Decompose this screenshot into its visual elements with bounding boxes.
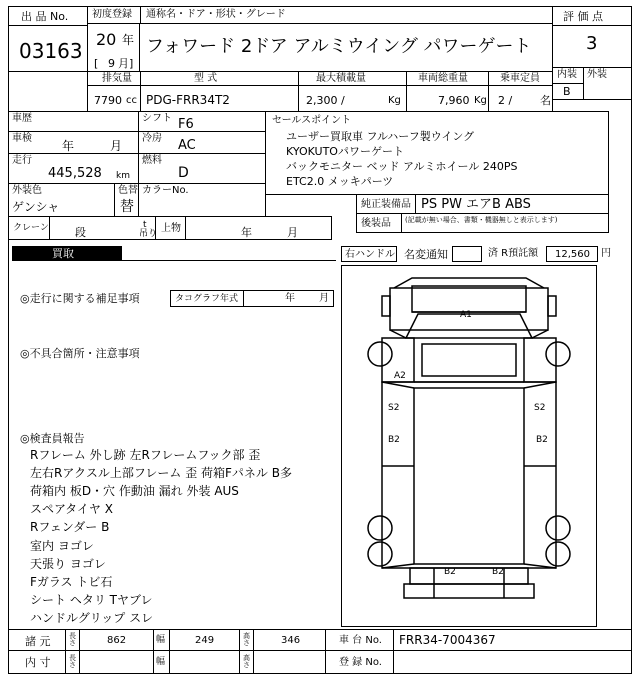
lift-year-unit: 年 [241, 226, 252, 239]
vehicle-name-cell [139, 23, 553, 72]
sales-point-box [265, 111, 609, 195]
gross-weight-label: 車両総重量 [418, 73, 468, 84]
length-value: 862 [107, 635, 127, 646]
purchase-label: 買取 [52, 247, 74, 260]
inspector-line: 室内 ヨゴレ [30, 539, 94, 553]
ext-color-label: 外装色 [12, 185, 42, 196]
recycle-amount-cell [546, 246, 598, 262]
fuel-label: 燃料 [142, 155, 162, 166]
aftermarket-note: (記載が無い場合、書類・機器無しと表示します) [405, 216, 558, 224]
mileage-unit: km [116, 171, 130, 181]
lot-number-label: 出 品 No. [21, 10, 69, 23]
crane-ton-unit: t [143, 220, 147, 230]
inspection-year-unit: 年 [62, 139, 75, 153]
inspector-line: 左右Rアクスル上部フレーム 歪 荷箱Fパネル B多 [30, 466, 292, 480]
overall-grade: 3 [586, 33, 598, 54]
lift-label: 上物 [161, 223, 181, 234]
damage-mark-b2-rear-right: B2 [492, 567, 504, 577]
model-value: PDG-FRR34T2 [146, 93, 230, 107]
equipment-label: 純正装備品 [361, 199, 411, 210]
name-header-row [87, 6, 553, 24]
equipment-row [356, 194, 609, 214]
mileage-value: 445,528 [48, 166, 102, 181]
fuel-value: D [178, 165, 189, 181]
inner-dims-row [8, 650, 632, 674]
aftermarket-label: 後装品 [361, 218, 391, 229]
sales-point-line-1: ユーザー買取車 フルハーフ製ウイング [286, 130, 475, 143]
lot-number-cell [8, 6, 88, 72]
first-reg-cell [87, 23, 140, 72]
shift-label: シフト [142, 113, 172, 124]
dims-row [8, 629, 632, 651]
displacement-value: 7790 [94, 94, 122, 107]
inner-width-label: 幅 [156, 657, 166, 667]
name-change-label: 名変通知 [404, 248, 448, 261]
tachograph-label: タコグラフ年式 [175, 294, 239, 304]
max-load-value: 2,300 / [306, 94, 345, 107]
damage-mark-b2-left: B2 [388, 435, 400, 445]
inner-length-label: 長さ [69, 654, 76, 669]
capacity-label: 乗車定員 [500, 73, 540, 84]
inner-dims-label: 内 寸 [25, 656, 51, 669]
reg-year: 20 [96, 30, 117, 49]
aircon-label: 冷房 [142, 133, 162, 144]
reg-month-unit: 月] [118, 57, 134, 70]
interior-label: 内装 [557, 69, 577, 80]
reg-month: 9 [108, 57, 115, 70]
chassis-value: FRR34-7004367 [399, 633, 496, 647]
dims-label: 諸 元 [25, 635, 51, 648]
max-load-label: 最大積載量 [316, 73, 366, 84]
gross-weight-unit: Kg [474, 95, 487, 106]
damage-mark-a1: A1 [460, 310, 472, 320]
grade-cell [552, 6, 632, 100]
driving-notes-label: ◎走行に関する補足事項 [20, 292, 140, 305]
exterior-label: 外装 [587, 69, 607, 80]
ext-color-value: ゲンシャ [12, 200, 60, 214]
tachograph-year-unit: 年 [285, 293, 295, 304]
lift-month-unit: 月 [287, 226, 298, 239]
width-label: 幅 [156, 635, 166, 645]
inspector-line: Fガラス トビ石 [30, 575, 113, 589]
inspector-line: ハンドルグリップ スレ [30, 611, 154, 625]
crane-hang-unit: 吊り [139, 229, 158, 239]
inspection-month-unit: 月 [110, 139, 123, 153]
displacement-unit: cc [126, 95, 137, 106]
inspector-line: Rフレーム 外し跡 左Rフレームフック部 歪 [30, 448, 261, 462]
inspector-line: 荷箱内 板D・穴 作動油 漏れ 外装 AUS [30, 484, 239, 498]
crane-row [8, 216, 332, 240]
tachograph-cell [170, 290, 334, 307]
damage-mark-a2: A2 [394, 371, 406, 381]
damage-diagram [341, 265, 597, 627]
length-label: 長さ [69, 632, 76, 647]
equipment-value: PS PW エアB ABS [421, 197, 531, 212]
first-reg-label: 初度登録 [92, 9, 132, 20]
sales-point-line-4: ETC2.0 メッキパーツ [286, 175, 394, 188]
sales-point-label: セールスポイント [272, 115, 352, 126]
color-no-label: カラーNo. [142, 185, 189, 196]
name-change-box [452, 246, 482, 262]
inspection-label: 車検 [12, 133, 32, 144]
inspector-line: Rフェンダー B [30, 520, 110, 534]
capacity-unit: 名 [540, 94, 551, 107]
truck-outline [342, 266, 596, 626]
recycle-label: 済 R預託額 [488, 248, 539, 259]
specs-values [87, 85, 553, 112]
height-value: 346 [281, 635, 301, 646]
steering-value: 右ハンドル [345, 249, 395, 260]
grade-label: 評 価 点 [563, 10, 603, 23]
lot-number: 03163 [19, 39, 83, 63]
shift-value: F6 [178, 117, 194, 132]
inspector-line: シート ヘタリ Tヤブレ [30, 593, 153, 607]
aircon-value: AC [178, 138, 196, 153]
sales-point-line-3: バックモニター ベッド アルミホイール 240PS [286, 160, 518, 173]
reg-month-open: [ [94, 57, 99, 70]
displacement-label: 排気量 [102, 73, 132, 84]
chassis-label: 車 台 No. [339, 635, 382, 646]
vehicle-name: フォワード 2ドア アルミウイング パワーゲート [146, 36, 532, 57]
reg-year-unit: 年 [122, 33, 135, 47]
max-load-unit: Kg [388, 95, 401, 106]
damage-mark-b2-rear-left: B2 [444, 567, 456, 577]
vehicle-name-label: 通称名・ドア・形状・グレード [146, 9, 286, 20]
color-change-value: 替 [120, 199, 134, 215]
inspector-line: 天張り ヨゴレ [30, 557, 106, 571]
purchase-badge [12, 246, 122, 261]
inspector-line: スペアタイヤ X [30, 502, 113, 516]
damage-mark-s2-right: S2 [534, 403, 546, 413]
sales-point-line-2: KYOKUTOパワーゲート [286, 145, 404, 158]
gross-weight-value: 7,960 [438, 94, 470, 107]
capacity-value: 2 / [498, 94, 513, 107]
inspector-report-label: ◎検査員報告 [20, 432, 85, 445]
tachograph-month-unit: 月 [319, 293, 329, 304]
steering-cell [341, 246, 397, 262]
model-label: 型 式 [194, 73, 218, 84]
recycle-unit: 円 [601, 248, 611, 259]
aftermarket-row [356, 213, 609, 233]
inner-height-label: 高さ [243, 654, 250, 669]
interior-grade: B [563, 85, 571, 98]
reg-no-label: 登 録 No. [339, 657, 382, 668]
height-label: 高さ [243, 632, 250, 647]
crane-label: クレーン [13, 223, 49, 233]
history-label: 車歴 [12, 113, 32, 124]
damage-mark-s2-left: S2 [388, 403, 400, 413]
color-change-label: 色替 [118, 185, 138, 196]
width-value: 249 [195, 635, 215, 646]
defects-label: ◎不具合箇所・注意事項 [20, 347, 140, 360]
mileage-label: 走行 [12, 155, 32, 166]
crane-stage-unit: 段 [75, 226, 86, 239]
damage-mark-b2-right: B2 [536, 435, 548, 445]
recycle-amount: 12,560 [555, 249, 590, 260]
specs-header [87, 71, 553, 86]
